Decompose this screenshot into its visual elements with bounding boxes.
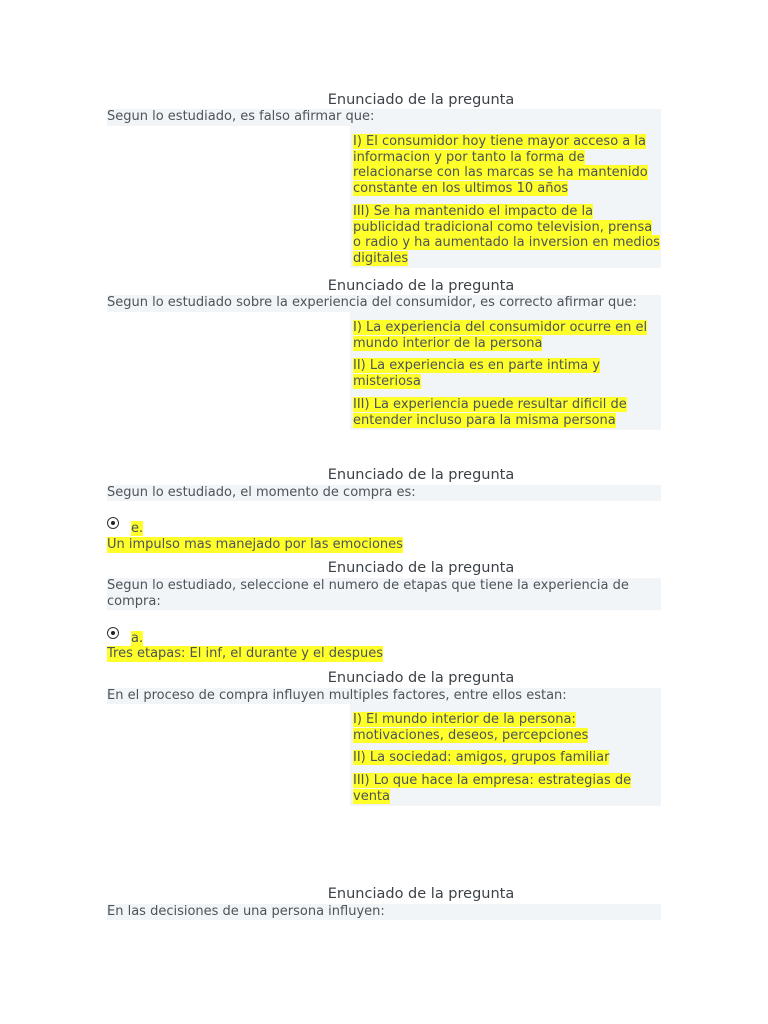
option-item: I) El consumidor hoy tiene mayor acceso a la informacion y por tanto la forma de relacionarse con las marcas se ha mantenido constante en los ultimos 10 años	[353, 134, 648, 197]
answer-text: Un impulso mas manejado por las emociones	[107, 537, 403, 552]
question-text: Segun lo estudiado, el momento de compra es:	[107, 485, 661, 501]
question-text: En las decisiones de una persona influyen:	[107, 904, 661, 920]
question-title: Enunciado de la pregunta	[327, 886, 515, 902]
question-title: Enunciado de la pregunta	[327, 560, 515, 576]
question-text: En el proceso de compra influyen multiples factores, entre ellos estan:	[107, 688, 661, 704]
choice-letter: a.	[131, 631, 144, 646]
option-item: I) El mundo interior de la persona: motivaciones, deseos, percepciones	[353, 712, 589, 743]
choice-letter: e.	[131, 521, 144, 536]
selected-choice[interactable]	[107, 515, 144, 536]
selected-choice[interactable]	[107, 625, 144, 646]
radio-selected-icon[interactable]	[107, 627, 119, 639]
question-title: Enunciado de la pregunta	[327, 467, 515, 483]
question-title: Enunciado de la pregunta	[327, 278, 515, 294]
question-title: Enunciado de la pregunta	[327, 670, 515, 686]
question-text: Segun lo estudiado sobre la experiencia del consumidor, es correcto afirmar que:	[107, 295, 661, 312]
option-item: III) La experiencia puede resultar dificil de entender incluso para la misma persona	[353, 396, 627, 428]
radio-selected-icon[interactable]	[107, 517, 119, 529]
option-item: III) Se ha mantenido el impacto de la publicidad tradicional como television, prensa o radio y ha aumentado la inversion en medios digitales	[353, 203, 660, 266]
option-item: II) La sociedad: amigos, grupos familiar	[353, 750, 610, 766]
question-title: Enunciado de la pregunta	[327, 92, 515, 108]
option-item: II) La experiencia es en parte intima y misteriosa	[353, 358, 601, 390]
options-list	[350, 312, 661, 430]
options-list	[350, 126, 661, 268]
question-text: Segun lo estudiado, es falso afirmar que:	[107, 109, 661, 126]
options-list	[350, 704, 661, 806]
option-item: III) Lo que hace la empresa: estrategias de venta	[353, 773, 632, 804]
option-item: I) La experiencia del consumidor ocurre en el mundo interior de la persona	[353, 320, 648, 351]
answer-text: Tres etapas: El inf, el durante y el despues	[107, 646, 384, 661]
question-text: Segun lo estudiado, seleccione el numero de etapas que tiene la experiencia de compra:	[107, 578, 661, 610]
